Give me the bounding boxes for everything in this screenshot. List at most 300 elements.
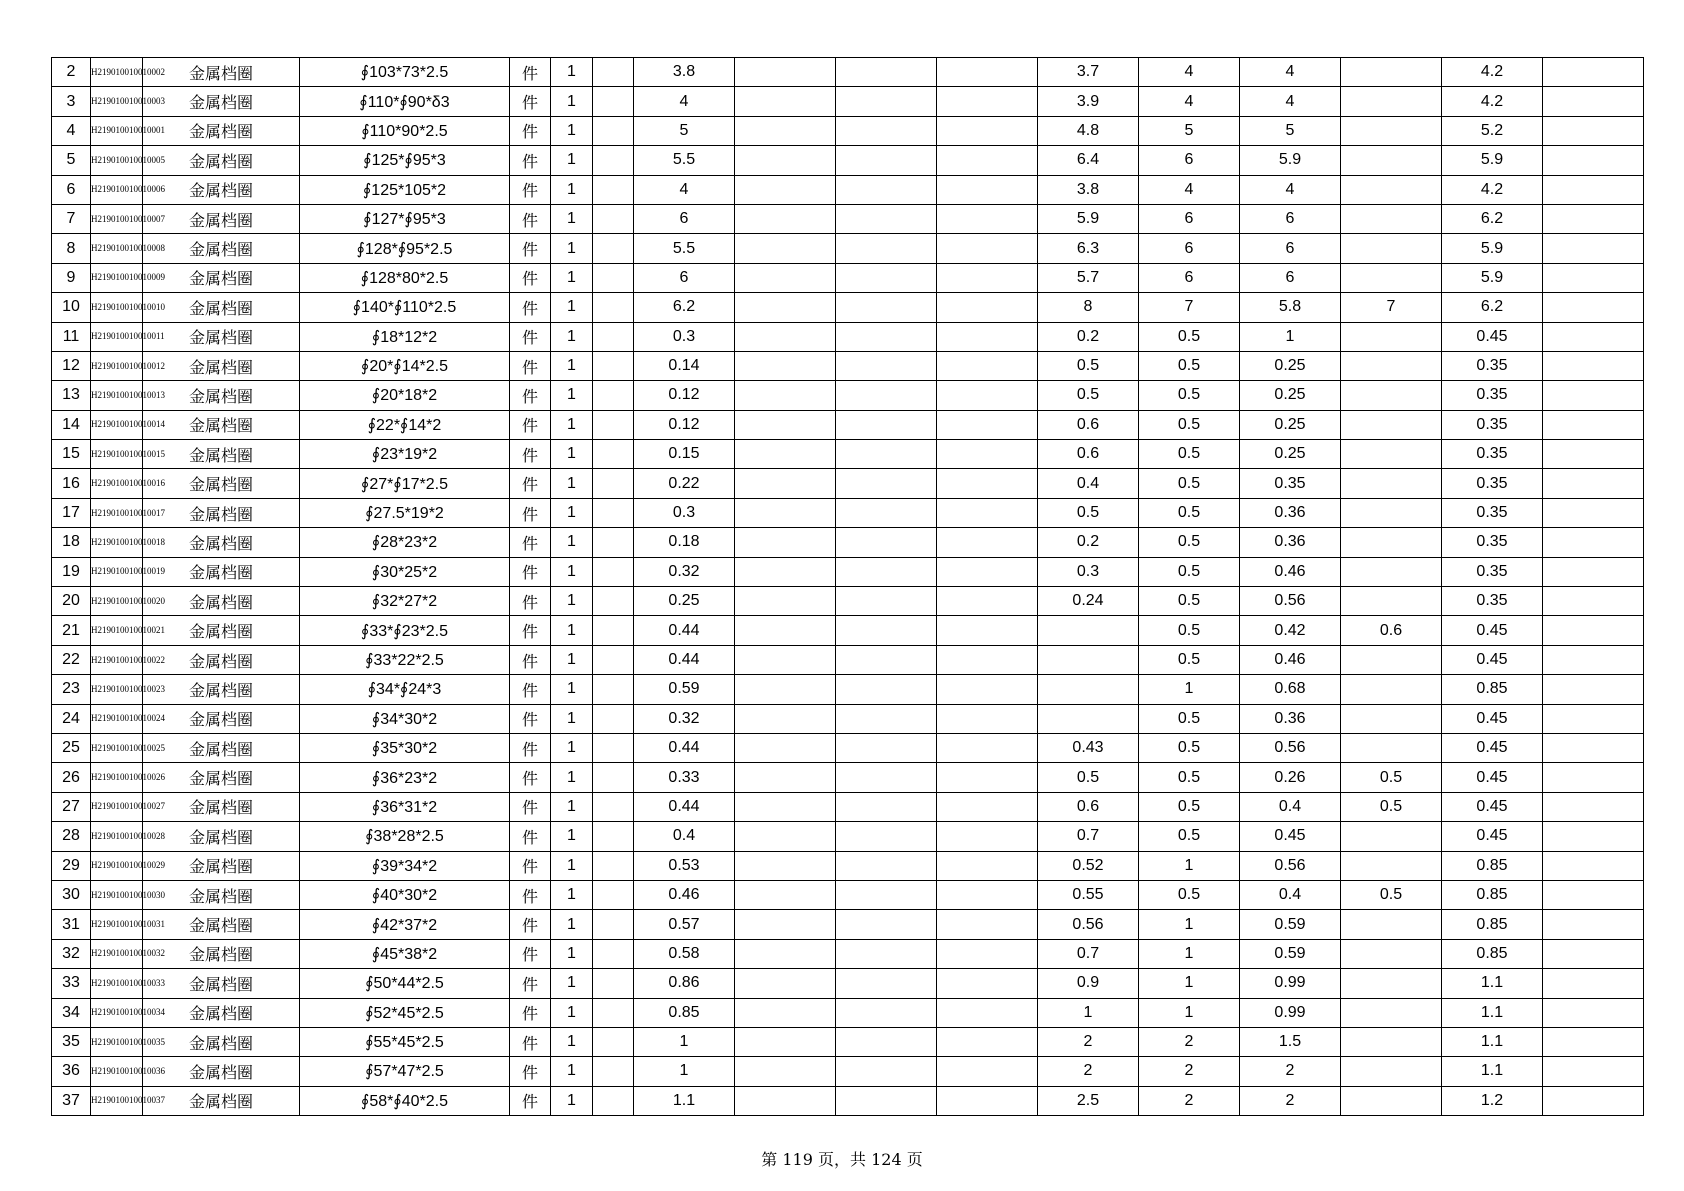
cell-price-1: 5 — [634, 116, 735, 145]
cell-index: 19 — [52, 557, 91, 586]
cell-col-q — [1543, 351, 1644, 380]
cell-spec: ∮28*23*2 — [300, 528, 510, 557]
cell-price-6: 0.85 — [1442, 675, 1543, 704]
cell-col-i — [735, 851, 836, 880]
cell-code: H219010010010013 — [91, 381, 143, 410]
cell-name: 金属档圈 — [143, 351, 300, 380]
cell-col-j — [836, 528, 937, 557]
cell-col-q — [1543, 263, 1644, 292]
cell-col-g — [593, 675, 634, 704]
cell-col-q — [1543, 910, 1644, 939]
table-row — [52, 204, 1644, 233]
cell-price-6: 0.85 — [1442, 910, 1543, 939]
cell-col-i — [735, 234, 836, 263]
cell-price-6: 0.85 — [1442, 851, 1543, 880]
cell-price-1: 6 — [634, 263, 735, 292]
cell-col-q — [1543, 1057, 1644, 1086]
cell-col-g — [593, 116, 634, 145]
cell-col-q — [1543, 1086, 1644, 1115]
cell-price-3: 1 — [1139, 939, 1240, 968]
cell-price-6: 0.45 — [1442, 616, 1543, 645]
cell-spec: ∮40*30*2 — [300, 880, 510, 909]
cell-price-2: 0.5 — [1038, 351, 1139, 380]
cell-price-4: 0.4 — [1240, 792, 1341, 821]
cell-index: 33 — [52, 969, 91, 998]
cell-spec: ∮110*90*2.5 — [300, 116, 510, 145]
cell-price-1: 0.14 — [634, 351, 735, 380]
cell-price-5 — [1341, 146, 1442, 175]
cell-price-2: 8 — [1038, 293, 1139, 322]
cell-price-4: 0.36 — [1240, 498, 1341, 527]
cell-price-4: 4 — [1240, 87, 1341, 116]
cell-col-k — [937, 557, 1038, 586]
cell-col-k — [937, 351, 1038, 380]
cell-col-q — [1543, 322, 1644, 351]
table-row — [52, 910, 1644, 939]
cell-col-q — [1543, 146, 1644, 175]
cell-price-2: 0.56 — [1038, 910, 1139, 939]
cell-qty: 1 — [551, 322, 593, 351]
cell-price-6: 1.2 — [1442, 1086, 1543, 1115]
cell-name: 金属档圈 — [143, 557, 300, 586]
cell-price-2: 0.24 — [1038, 587, 1139, 616]
cell-price-2: 0.43 — [1038, 733, 1139, 762]
cell-col-i — [735, 880, 836, 909]
table-row — [52, 675, 1644, 704]
cell-unit: 件 — [510, 175, 551, 204]
cell-col-k — [937, 234, 1038, 263]
cell-price-4: 0.59 — [1240, 939, 1341, 968]
cell-price-5 — [1341, 1027, 1442, 1056]
cell-unit: 件 — [510, 763, 551, 792]
cell-col-g — [593, 763, 634, 792]
cell-unit: 件 — [510, 381, 551, 410]
cell-code: H219010010010010 — [91, 293, 143, 322]
cell-price-3: 0.5 — [1139, 645, 1240, 674]
cell-col-k — [937, 939, 1038, 968]
cell-qty: 1 — [551, 763, 593, 792]
cell-code: H219010010010034 — [91, 998, 143, 1027]
cell-unit: 件 — [510, 1086, 551, 1115]
cell-price-2: 2.5 — [1038, 1086, 1139, 1115]
cell-name: 金属档圈 — [143, 175, 300, 204]
cell-price-5 — [1341, 322, 1442, 351]
cell-price-6: 0.85 — [1442, 939, 1543, 968]
cell-price-2: 0.7 — [1038, 822, 1139, 851]
table-row — [52, 880, 1644, 909]
cell-price-3: 6 — [1139, 204, 1240, 233]
cell-col-g — [593, 851, 634, 880]
cell-name: 金属档圈 — [143, 1027, 300, 1056]
cell-code: H219010010010036 — [91, 1057, 143, 1086]
cell-price-5 — [1341, 116, 1442, 145]
cell-unit: 件 — [510, 645, 551, 674]
cell-price-2 — [1038, 675, 1139, 704]
cell-price-1: 0.12 — [634, 410, 735, 439]
cell-price-2: 0.52 — [1038, 851, 1139, 880]
cell-col-j — [836, 146, 937, 175]
cell-price-3: 6 — [1139, 146, 1240, 175]
cell-col-q — [1543, 204, 1644, 233]
cell-name: 金属档圈 — [143, 763, 300, 792]
cell-col-i — [735, 910, 836, 939]
cell-col-q — [1543, 792, 1644, 821]
cell-col-i — [735, 528, 836, 557]
cell-price-1: 0.33 — [634, 763, 735, 792]
cell-code: H219010010010025 — [91, 733, 143, 762]
cell-name: 金属档圈 — [143, 675, 300, 704]
cell-col-g — [593, 204, 634, 233]
cell-price-5 — [1341, 498, 1442, 527]
cell-price-5 — [1341, 528, 1442, 557]
table-row — [52, 528, 1644, 557]
cell-price-4: 6 — [1240, 204, 1341, 233]
cell-price-3: 0.5 — [1139, 528, 1240, 557]
cell-price-6: 0.35 — [1442, 410, 1543, 439]
cell-name: 金属档圈 — [143, 528, 300, 557]
cell-price-5: 0.5 — [1341, 763, 1442, 792]
table-row — [52, 263, 1644, 292]
cell-code: H219010010010029 — [91, 851, 143, 880]
cell-index: 14 — [52, 410, 91, 439]
cell-unit: 件 — [510, 910, 551, 939]
cell-price-6: 4.2 — [1442, 58, 1543, 87]
cell-price-4: 0.99 — [1240, 998, 1341, 1027]
cell-price-5 — [1341, 587, 1442, 616]
cell-price-6: 0.85 — [1442, 880, 1543, 909]
cell-col-i — [735, 263, 836, 292]
cell-col-i — [735, 204, 836, 233]
cell-index: 10 — [52, 293, 91, 322]
cell-name: 金属档圈 — [143, 645, 300, 674]
cell-col-i — [735, 1027, 836, 1056]
cell-index: 26 — [52, 763, 91, 792]
cell-price-2: 6.3 — [1038, 234, 1139, 263]
cell-index: 21 — [52, 616, 91, 645]
cell-spec: ∮33*22*2.5 — [300, 645, 510, 674]
table-row — [52, 939, 1644, 968]
cell-col-k — [937, 58, 1038, 87]
cell-col-j — [836, 616, 937, 645]
cell-spec: ∮42*37*2 — [300, 910, 510, 939]
cell-price-5 — [1341, 87, 1442, 116]
cell-col-q — [1543, 557, 1644, 586]
cell-col-g — [593, 87, 634, 116]
cell-price-1: 4 — [634, 87, 735, 116]
cell-price-5: 0.5 — [1341, 792, 1442, 821]
cell-code: H219010010010031 — [91, 910, 143, 939]
cell-col-g — [593, 293, 634, 322]
cell-col-j — [836, 792, 937, 821]
cell-price-3: 0.5 — [1139, 763, 1240, 792]
cell-price-2: 4.8 — [1038, 116, 1139, 145]
cell-col-q — [1543, 175, 1644, 204]
cell-col-g — [593, 792, 634, 821]
cell-index: 23 — [52, 675, 91, 704]
cell-price-4: 0.36 — [1240, 704, 1341, 733]
cell-price-2: 2 — [1038, 1027, 1139, 1056]
cell-col-k — [937, 293, 1038, 322]
cell-price-6: 1.1 — [1442, 969, 1543, 998]
cell-price-2: 1 — [1038, 998, 1139, 1027]
cell-qty: 1 — [551, 910, 593, 939]
cell-price-4: 0.45 — [1240, 822, 1341, 851]
cell-col-k — [937, 587, 1038, 616]
cell-unit: 件 — [510, 322, 551, 351]
cell-col-j — [836, 763, 937, 792]
cell-price-5 — [1341, 969, 1442, 998]
cell-code: H219010010010028 — [91, 822, 143, 851]
cell-col-g — [593, 381, 634, 410]
cell-spec: ∮20*18*2 — [300, 381, 510, 410]
cell-col-j — [836, 880, 937, 909]
cell-col-j — [836, 381, 937, 410]
cell-col-i — [735, 587, 836, 616]
cell-price-5 — [1341, 557, 1442, 586]
cell-price-4: 1 — [1240, 322, 1341, 351]
cell-code: H219010010010020 — [91, 587, 143, 616]
cell-name: 金属档圈 — [143, 381, 300, 410]
table-row — [52, 58, 1644, 87]
cell-col-g — [593, 351, 634, 380]
cell-code: H219010010010022 — [91, 645, 143, 674]
cell-index: 37 — [52, 1086, 91, 1115]
cell-col-j — [836, 675, 937, 704]
cell-col-q — [1543, 733, 1644, 762]
cell-col-i — [735, 792, 836, 821]
cell-spec: ∮36*23*2 — [300, 763, 510, 792]
table-row — [52, 381, 1644, 410]
cell-name: 金属档圈 — [143, 616, 300, 645]
cell-price-1: 0.18 — [634, 528, 735, 557]
cell-price-5 — [1341, 1057, 1442, 1086]
cell-col-q — [1543, 58, 1644, 87]
cell-name: 金属档圈 — [143, 704, 300, 733]
cell-code: H219010010010037 — [91, 1086, 143, 1115]
cell-price-2: 0.2 — [1038, 322, 1139, 351]
cell-price-2: 5.9 — [1038, 204, 1139, 233]
cell-code: H219010010010002 — [91, 58, 143, 87]
cell-price-3: 1 — [1139, 998, 1240, 1027]
cell-unit: 件 — [510, 675, 551, 704]
cell-index: 5 — [52, 146, 91, 175]
cell-price-1: 0.32 — [634, 557, 735, 586]
cell-name: 金属档圈 — [143, 234, 300, 263]
cell-price-2: 3.9 — [1038, 87, 1139, 116]
cell-unit: 件 — [510, 616, 551, 645]
cell-qty: 1 — [551, 58, 593, 87]
cell-spec: ∮36*31*2 — [300, 792, 510, 821]
cell-price-3: 4 — [1139, 175, 1240, 204]
cell-unit: 件 — [510, 1027, 551, 1056]
cell-col-g — [593, 263, 634, 292]
cell-price-6: 0.45 — [1442, 322, 1543, 351]
cell-col-k — [937, 498, 1038, 527]
cell-qty: 1 — [551, 293, 593, 322]
cell-col-g — [593, 587, 634, 616]
cell-col-q — [1543, 675, 1644, 704]
cell-unit: 件 — [510, 704, 551, 733]
cell-price-4: 1.5 — [1240, 1027, 1341, 1056]
cell-qty: 1 — [551, 1086, 593, 1115]
cell-qty: 1 — [551, 587, 593, 616]
cell-price-1: 1.1 — [634, 1086, 735, 1115]
cell-price-4: 0.56 — [1240, 851, 1341, 880]
cell-col-g — [593, 733, 634, 762]
cell-qty: 1 — [551, 645, 593, 674]
cell-spec: ∮30*25*2 — [300, 557, 510, 586]
cell-price-3: 0.5 — [1139, 469, 1240, 498]
cell-qty: 1 — [551, 351, 593, 380]
table-row — [52, 175, 1644, 204]
cell-price-6: 4.2 — [1442, 87, 1543, 116]
cell-price-2: 3.7 — [1038, 58, 1139, 87]
cell-price-1: 0.4 — [634, 822, 735, 851]
cell-col-j — [836, 587, 937, 616]
cell-unit: 件 — [510, 410, 551, 439]
cell-price-4: 0.42 — [1240, 616, 1341, 645]
cell-code: H219010010010009 — [91, 263, 143, 292]
cell-col-i — [735, 146, 836, 175]
cell-index: 13 — [52, 381, 91, 410]
cell-price-3: 6 — [1139, 263, 1240, 292]
cell-name: 金属档圈 — [143, 440, 300, 469]
cell-unit: 件 — [510, 587, 551, 616]
cell-name: 金属档圈 — [143, 851, 300, 880]
cell-price-3: 0.5 — [1139, 498, 1240, 527]
cell-col-k — [937, 645, 1038, 674]
cell-qty: 1 — [551, 939, 593, 968]
cell-price-4: 4 — [1240, 58, 1341, 87]
table-row — [52, 969, 1644, 998]
cell-col-q — [1543, 1027, 1644, 1056]
cell-col-k — [937, 704, 1038, 733]
cell-spec: ∮34*30*2 — [300, 704, 510, 733]
cell-code: H219010010010008 — [91, 234, 143, 263]
cell-col-q — [1543, 410, 1644, 439]
cell-col-k — [937, 1027, 1038, 1056]
cell-qty: 1 — [551, 557, 593, 586]
cell-price-1: 0.22 — [634, 469, 735, 498]
cell-price-3: 0.5 — [1139, 880, 1240, 909]
cell-col-g — [593, 498, 634, 527]
cell-name: 金属档圈 — [143, 410, 300, 439]
cell-col-j — [836, 910, 937, 939]
cell-unit: 件 — [510, 293, 551, 322]
cell-price-1: 0.59 — [634, 675, 735, 704]
cell-col-q — [1543, 763, 1644, 792]
cell-unit: 件 — [510, 998, 551, 1027]
table-row — [52, 616, 1644, 645]
cell-price-5 — [1341, 351, 1442, 380]
cell-col-q — [1543, 116, 1644, 145]
cell-price-2: 0.9 — [1038, 969, 1139, 998]
cell-col-k — [937, 175, 1038, 204]
cell-name: 金属档圈 — [143, 498, 300, 527]
cell-price-6: 5.2 — [1442, 116, 1543, 145]
cell-price-6: 0.35 — [1442, 498, 1543, 527]
cell-code: H219010010010024 — [91, 704, 143, 733]
table-row — [52, 440, 1644, 469]
cell-qty: 1 — [551, 410, 593, 439]
cell-qty: 1 — [551, 469, 593, 498]
cell-spec: ∮110*∮90*δ3 — [300, 87, 510, 116]
table-row — [52, 410, 1644, 439]
cell-code: H219010010010033 — [91, 969, 143, 998]
cell-code: H219010010010026 — [91, 763, 143, 792]
cell-col-j — [836, 1027, 937, 1056]
cell-price-3: 1 — [1139, 675, 1240, 704]
cell-index: 30 — [52, 880, 91, 909]
cell-name: 金属档圈 — [143, 116, 300, 145]
cell-spec: ∮35*30*2 — [300, 733, 510, 762]
cell-spec: ∮58*∮40*2.5 — [300, 1086, 510, 1115]
cell-price-1: 0.12 — [634, 381, 735, 410]
cell-price-3: 0.5 — [1139, 587, 1240, 616]
cell-price-4: 5 — [1240, 116, 1341, 145]
cell-col-i — [735, 675, 836, 704]
cell-price-1: 0.44 — [634, 733, 735, 762]
cell-code: H219010010010006 — [91, 175, 143, 204]
cell-qty: 1 — [551, 851, 593, 880]
cell-index: 3 — [52, 87, 91, 116]
cell-price-6: 0.35 — [1442, 469, 1543, 498]
cell-col-j — [836, 440, 937, 469]
cell-price-3: 0.5 — [1139, 792, 1240, 821]
cell-price-6: 6.2 — [1442, 204, 1543, 233]
cell-price-2: 0.55 — [1038, 880, 1139, 909]
table-row — [52, 234, 1644, 263]
cell-unit: 件 — [510, 87, 551, 116]
cell-col-k — [937, 822, 1038, 851]
cell-unit: 件 — [510, 939, 551, 968]
cell-col-j — [836, 704, 937, 733]
cell-index: 36 — [52, 1057, 91, 1086]
cell-index: 20 — [52, 587, 91, 616]
cell-qty: 1 — [551, 822, 593, 851]
cell-spec: ∮20*∮14*2.5 — [300, 351, 510, 380]
cell-code: H219010010010016 — [91, 469, 143, 498]
cell-index: 32 — [52, 939, 91, 968]
cell-col-k — [937, 616, 1038, 645]
cell-price-2: 0.5 — [1038, 498, 1139, 527]
cell-price-3: 0.5 — [1139, 410, 1240, 439]
cell-qty: 1 — [551, 880, 593, 909]
cell-col-q — [1543, 880, 1644, 909]
cell-price-2: 0.6 — [1038, 440, 1139, 469]
cell-col-k — [937, 733, 1038, 762]
cell-col-i — [735, 175, 836, 204]
cell-col-q — [1543, 704, 1644, 733]
cell-price-2: 5.7 — [1038, 263, 1139, 292]
cell-col-j — [836, 351, 937, 380]
cell-qty: 1 — [551, 116, 593, 145]
cell-col-k — [937, 87, 1038, 116]
cell-col-k — [937, 116, 1038, 145]
cell-col-q — [1543, 939, 1644, 968]
cell-price-6: 4.2 — [1442, 175, 1543, 204]
cell-price-3: 0.5 — [1139, 733, 1240, 762]
table-row — [52, 704, 1644, 733]
cell-price-5 — [1341, 910, 1442, 939]
cell-price-2: 0.2 — [1038, 528, 1139, 557]
cell-spec: ∮27*∮17*2.5 — [300, 469, 510, 498]
cell-col-q — [1543, 851, 1644, 880]
cell-price-2: 2 — [1038, 1057, 1139, 1086]
cell-col-g — [593, 410, 634, 439]
cell-code: H219010010010030 — [91, 880, 143, 909]
cell-col-g — [593, 1086, 634, 1115]
